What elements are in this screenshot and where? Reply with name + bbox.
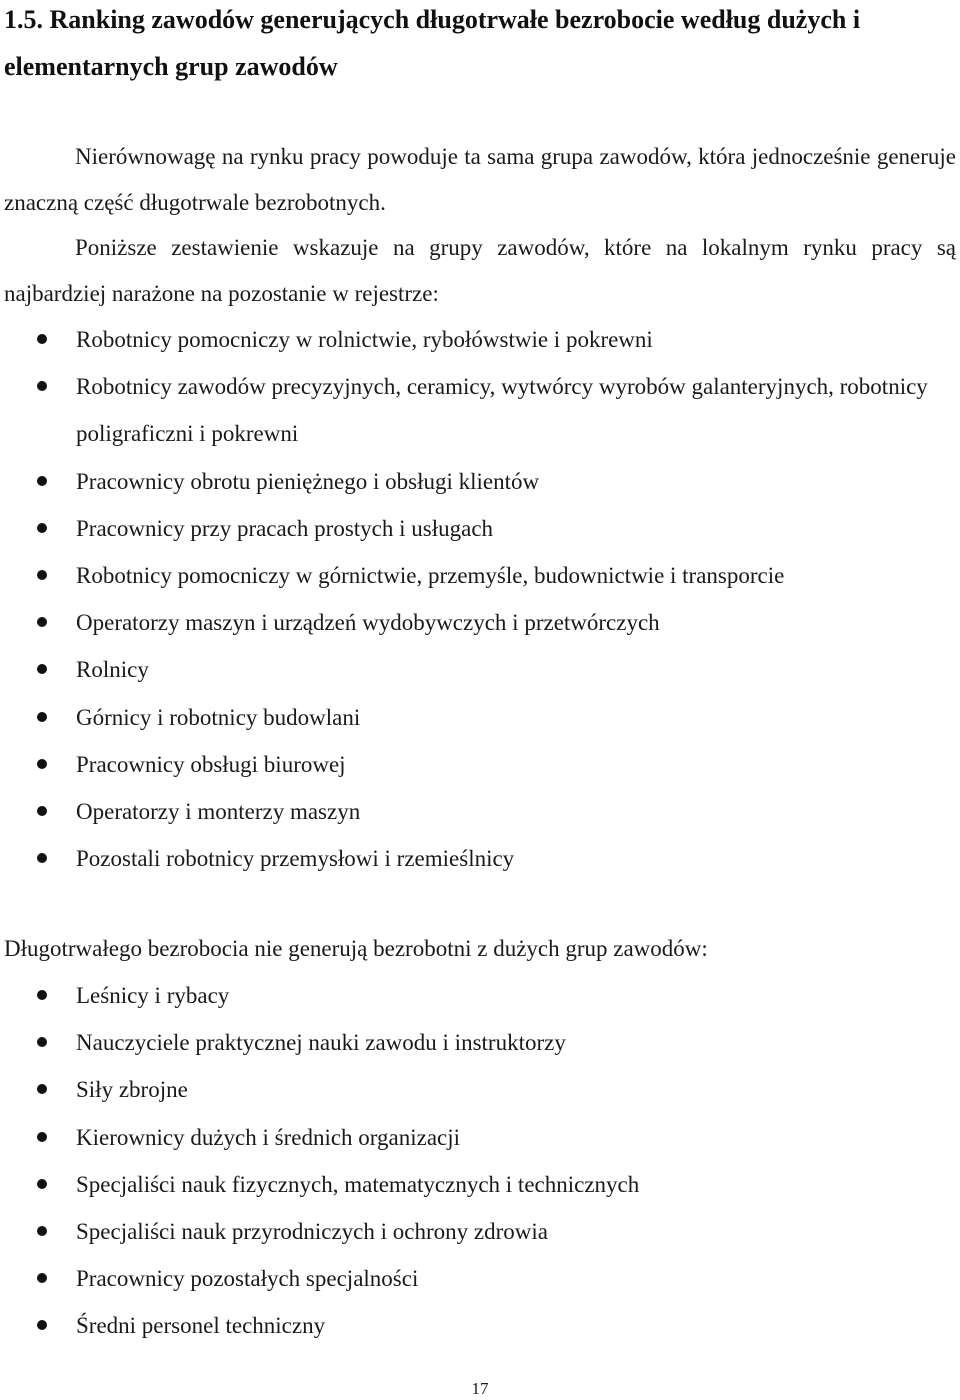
bullet-icon [37,1179,47,1189]
list-item-text: Pozostali robotnicy przemysłowi i rzemieślnicy [76,846,515,872]
bullet-icon [37,476,47,486]
bullet-icon [37,712,47,722]
list-item-text: Specjaliści nauk fizycznych, matematycznych i technicznych [76,1171,640,1197]
list-item [0,1255,960,1302]
list-item [0,599,960,646]
bullet-icon [37,1226,47,1236]
list-item [0,1161,960,1208]
list-item [0,741,960,788]
bullet-icon [37,806,47,816]
list-item [0,1114,960,1161]
list-item-text: Siły zbrojne [76,1077,188,1103]
bullet-icon [37,990,47,1000]
list-item [0,316,960,363]
list-item [0,458,960,505]
list-item-text: Specjaliści nauk przyrodniczych i ochrony zdrowia [76,1219,548,1245]
not-generating-label: Długotrwałego bezrobocia nie generują bezrobotni z dużych grup zawodów: [4,936,708,961]
list-item [0,972,960,1019]
page-number: 17 [471,1379,489,1398]
bullet-icon [37,664,47,674]
list-item [0,363,960,457]
bullet-icon [37,617,47,627]
list-item [0,1208,960,1255]
bullet-icon [37,1273,47,1283]
list-item-text: Średni personel techniczny [76,1313,326,1339]
list-item-text: Pracownicy przy pracach prostych i usługach [76,515,494,541]
list-item-text: Robotnicy pomocniczy w rolnictwie, rybołówstwie i pokrewni [76,327,653,352]
bullet-icon [37,1037,47,1047]
list-item [0,552,960,599]
intro-paragraph [4,134,956,226]
list-item-text: Kierownicy dużych i średnich organizacji [76,1124,461,1150]
bullet-icon [37,381,47,391]
bullet-icon [37,570,47,580]
list-item [0,835,960,882]
list-item-text: Operatorzy i monterzy maszyn [76,799,361,825]
bullet-icon [37,1084,47,1094]
bullet-icon [37,523,47,533]
section-heading: 1.5. Ranking zawodów generujących długotrwałe bezrobocie według dużych i elementarnych grup zawodów [4,5,861,81]
list-item [0,1019,960,1066]
list-item-text: Operatorzy maszyn i urządzeń wydobywczych i przetwórczych [76,610,660,636]
bullet-icon [37,1132,47,1142]
bullet-icon [37,334,47,344]
list-item [0,1302,960,1349]
list-item-text: Leśnicy i rybacy [76,983,230,1008]
list-item-text: Nauczyciele praktycznej nauki zawodu i instruktorzy [76,1030,566,1056]
bullet-icon [37,853,47,863]
list-item-text: Robotnicy zawodów precyzyjnych, ceramicy, wytwórcy wyrobów galanteryjnych, robotnicy poligraficzni i pokrewni [76,374,928,447]
summary-paragraph-text: Poniższe zestawienie wskazuje na grupy zawodów, które na lokalnym rynku pracy są najbardziej narażone na pozostanie w rejestrze: [4,235,956,306]
list-item [0,1066,960,1113]
list-item [0,646,960,693]
list-item-text: Pracownicy obsługi biurowej [76,751,346,777]
exposed-occupations-list [0,316,960,882]
intro-paragraph-text: Nierównowagę na rynku pracy powoduje ta sama grupa zawodów, która jednocześnie generuje znaczną część długotrwale bezrobotnych. [4,144,956,215]
list-item-text: Pracownicy pozostałych specjalności [76,1266,419,1292]
list-item [0,505,960,552]
summary-paragraph [4,225,956,317]
list-item-text: Pracownicy obrotu pieniężnego i obsługi klientów [76,468,540,494]
bullet-icon [37,759,47,769]
list-item-text: Rolnicy [76,657,149,683]
list-item [0,788,960,835]
list-item-text: Robotnicy pomocniczy w górnictwie, przemyśle, budownictwie i transporcie [76,563,785,589]
bullet-icon [37,1320,47,1330]
list-item-text: Górnicy i robotnicy budowlani [76,704,361,730]
non-generating-occupations-list [0,972,960,1350]
list-item [0,694,960,741]
